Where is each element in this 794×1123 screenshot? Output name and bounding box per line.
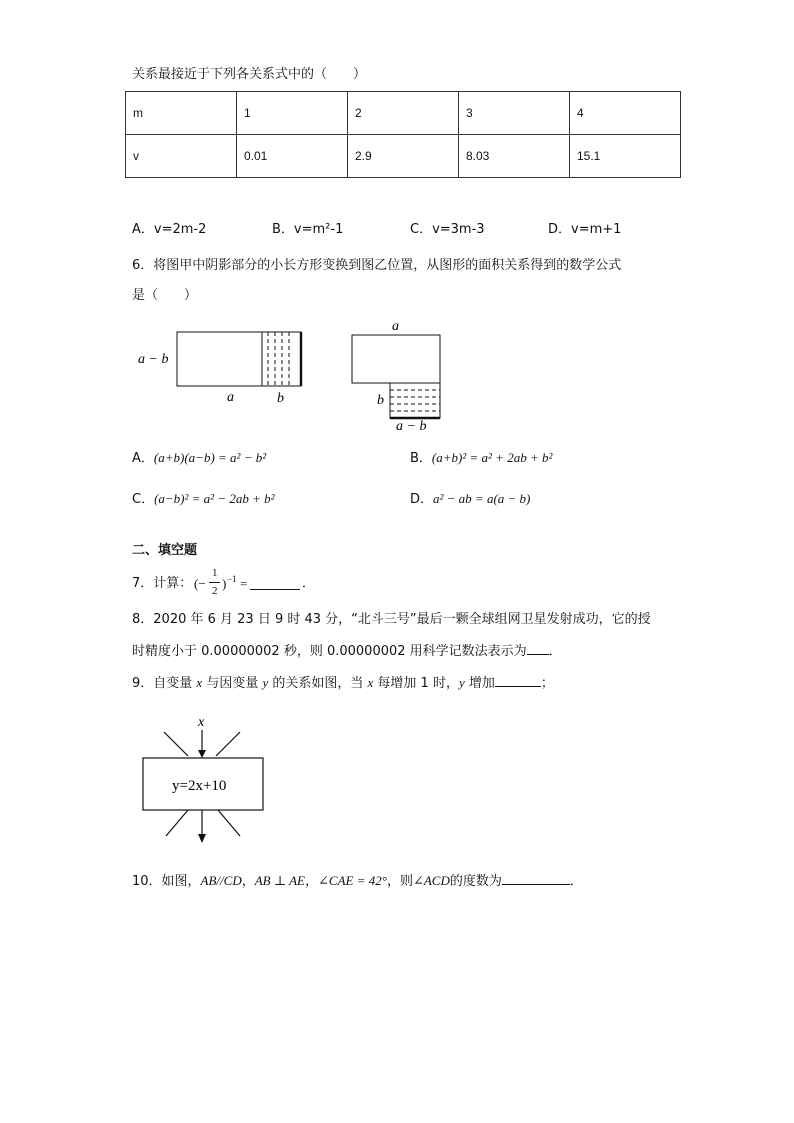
table-row	[126, 92, 681, 135]
table-cell: 2	[348, 92, 459, 135]
q9-text: 9．自变量	[132, 676, 197, 691]
q6-figure-1	[130, 322, 320, 412]
mv-table	[125, 91, 681, 178]
q6-stem-line1: 6．将图甲中阴影部分的小长方形变换到图乙位置，从图形的面积关系得到的数学公式	[132, 258, 622, 273]
figure2-moved-rect	[390, 383, 440, 418]
machine-input-label: x	[198, 715, 205, 730]
q10-stem	[132, 871, 583, 891]
machine-formula: y=2x+10	[172, 778, 227, 794]
figure1-left-label: a − b	[138, 352, 169, 367]
q6-option-b	[410, 449, 552, 468]
formula: a² − ab = a(a − b)	[433, 491, 531, 506]
table-cell: 2.9	[348, 135, 459, 178]
q6-option-d	[410, 490, 530, 509]
q9-var: y	[458, 675, 465, 690]
q10-target: ∠ACD	[412, 873, 450, 888]
q6-figure-2	[340, 315, 460, 433]
q7-prefix: 7．计算：	[132, 576, 193, 591]
q7-equals: =	[240, 576, 248, 591]
table-cell: 8.03	[459, 135, 570, 178]
section-title: 二、填空题	[132, 543, 198, 558]
q10-text: 10．如图，	[132, 874, 201, 889]
q8-end: ．	[548, 644, 562, 659]
q9-function-machine	[140, 712, 270, 852]
table-cell: 0.01	[237, 135, 348, 178]
figure2-label-amb: a − b	[396, 419, 427, 433]
q8-line1: 8．2020 年 6 月 23 日 9 时 43 分，“北斗三号”最后一颗全球组网卫星发射成功，它的授	[132, 612, 651, 627]
table-cell: 4	[570, 92, 681, 135]
figure2-label-a: a	[392, 319, 399, 334]
q10-answer-blank[interactable]	[502, 871, 570, 885]
q7-denominator: 2	[212, 585, 218, 597]
q6-option-a	[132, 449, 266, 468]
q7-numerator: 1	[212, 567, 218, 579]
q9-text: 增加	[464, 676, 495, 691]
q5-stem: 关系最接近于下列各关系式中的（ ）	[132, 67, 367, 82]
table-cell: v	[126, 135, 237, 178]
q10-text: ，	[305, 874, 319, 889]
figure2-rect	[352, 335, 440, 383]
q7-exponent: −1	[227, 574, 237, 584]
option-letter: B．	[410, 451, 432, 466]
table-cell: m	[126, 92, 237, 135]
q7-expr-right: )	[222, 576, 227, 591]
q5-option-a: A．v=2m-2	[132, 222, 207, 237]
input-arrow-head	[198, 750, 206, 758]
funnel-line	[218, 810, 240, 836]
q10-text: 的度数为	[449, 874, 502, 889]
formula: (a−b)² = a² − 2ab + b²	[154, 491, 275, 506]
q8-text: 时精度小于 0.00000002 秒，则 0.00000002 用科学记数法表示为	[132, 644, 527, 659]
option-letter: D．	[410, 492, 434, 507]
q7-expr-left: (−	[194, 576, 206, 591]
q9-text: 与因变量	[202, 676, 263, 691]
q9-var: y	[262, 675, 269, 690]
output-arrow-head	[198, 834, 206, 843]
q5-option-b: B．v=m²-1	[272, 222, 344, 237]
figure1-label-b: b	[277, 391, 284, 406]
formula: (a+b)(a−b) = a² − b²	[153, 450, 267, 465]
q8-answer-blank[interactable]	[527, 641, 549, 655]
q6-stem-line2: 是（ ）	[132, 288, 198, 303]
figure2-label-b: b	[377, 393, 384, 408]
figure1-label-a: a	[227, 390, 234, 405]
q10-condition: AB ⊥ AE	[254, 873, 305, 888]
q9-text: 每增加 1 时，	[373, 676, 459, 691]
q5-option-c: C．v=3m-3	[410, 222, 485, 237]
table-row	[126, 135, 681, 178]
q9-answer-blank[interactable]	[495, 673, 541, 687]
q10-condition: ∠CAE = 42°	[318, 873, 387, 888]
q7-answer-blank[interactable]	[250, 576, 300, 590]
q10-end: ．	[569, 874, 583, 889]
q9-var: x	[367, 675, 374, 690]
funnel-line	[166, 810, 188, 836]
table-cell: 15.1	[570, 135, 681, 178]
q8-line2	[132, 641, 562, 661]
q10-text: ，	[241, 874, 255, 889]
q9-var: x	[196, 675, 203, 690]
q9-stem	[132, 673, 554, 693]
table-cell: 3	[459, 92, 570, 135]
option-letter: A．	[132, 451, 154, 466]
option-letter: C．	[132, 492, 155, 507]
q10-text: ，则	[386, 874, 413, 889]
q9-text: 的关系如图，当	[268, 676, 368, 691]
formula: (a+b)² = a² + 2ab + b²	[431, 450, 553, 465]
q5-option-d: D．v=m+1	[548, 222, 622, 237]
table-cell: 1	[237, 92, 348, 135]
funnel-line	[164, 732, 188, 756]
q7-end: ．	[302, 576, 316, 591]
q9-end: ；	[540, 676, 554, 691]
q10-condition: AB//CD	[200, 873, 242, 888]
q6-option-c	[132, 490, 275, 509]
funnel-line	[216, 732, 240, 756]
